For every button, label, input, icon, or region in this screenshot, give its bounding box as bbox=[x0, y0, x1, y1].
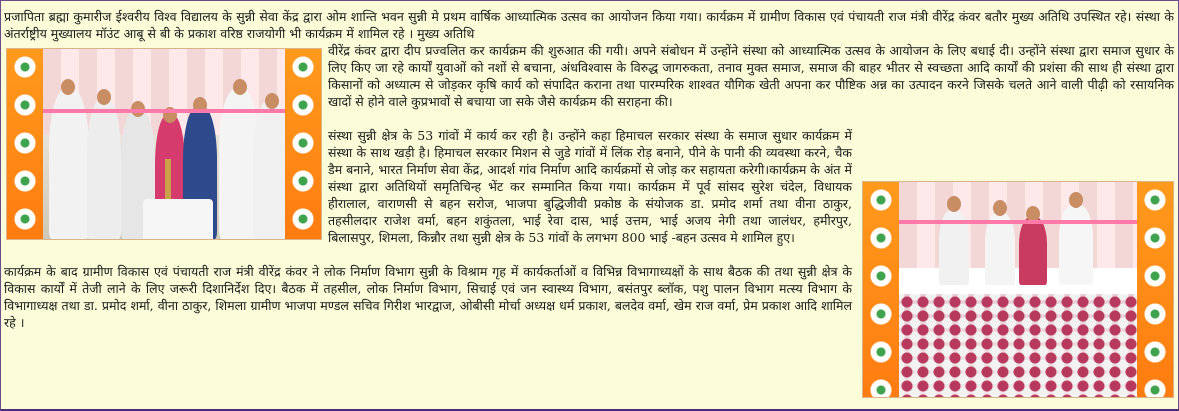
article-paragraph-intro: प्रजापिता ब्रह्मा कुमारीज ईश्वरीय विश्व विद्यालय के सुन्नी सेवा केंद्र द्वारा ओम शान्ति भवन सुन्नी मे प्रथम वार्षिक आध्यात्मिक उत्सव का आयोजन किया गया। कार्यक्रम में ग्रामीण विकास एवं पंचायती राज मंत्री वीरेंद्र कंवर बतौर मुख्य अतिथि उपस्थित रहे। संस्था के अंतर्राष्ट्रीय मुख्यालय मॉउंट आबू से बी के प्रकाश वरिष्ठ राजयोगी भी कार्यक्रम में शामिल रहे । मुख्य अतिथि bbox=[4, 9, 1174, 41]
photo-decor-border bbox=[7, 49, 43, 239]
lamp-lighting-photo bbox=[6, 48, 322, 240]
photo-decor-border bbox=[863, 182, 899, 397]
article-paragraph-meeting: कार्यक्रम के बाद ग्रामीण विकास एवं पंचायती राज मंत्री वीरेंद्र कंवर ने लोक निर्माण विभाग सुन्नी के विश्राम गृह में कार्यकर्ताओं व विभिन्न विभागाध्यक्षों के साथ बैठक की तथा सुन्नी क्षेत्र के विकास कार्यों में तेजी लाने के लिए जरूरी दिशानिर्देश दिए। बैठक में तहसील, लोक निर्माण विभाग, सिचाई एवं जन स्वास्थ्य विभाग, बसंतपुर ब्लॉक, पशु पालन विभाग मत्स्य विभाग के विभागाध्यक्ष तथा डा. प्रमोद शर्मा, वीना ठाकुर, शिमला ग्रामीण भाजपा मण्डल सचिव गिरीश भारद्वाज, ओबीसी मोर्चा अध्यक्ष धर्म प्रकाश, बलदेव वर्मा, खेम राज वर्मा, प्रेम प्रकाश आदि शामिल रहे । bbox=[4, 264, 852, 330]
honour-and-audience-photo bbox=[862, 181, 1174, 398]
photo-decor-border bbox=[285, 49, 321, 239]
photo-decor-border bbox=[1137, 182, 1173, 397]
article-paragraph-details: संस्था सुन्नी क्षेत्र के 53 गांवों में कार्य कर रही है। उन्होंने कहा हिमाचल सरकार संस्था के समाज सुधार कार्यक्रम में संस्था के साथ खड़ी है। हिमाचल सरकार मिशन से जुडे गांवों में लिंक रोड़ बनाने, पीने के पानी की व्यवस्था करने, चैक डैम बनाने, भारत निर्माण सेवा केंद्र, आदर्श गांव निर्माण आदि कार्यक्रमों से जोड़ कर सहायता करेगी।कार्यक्रम के अंत में संस्था द्वारा अतिथियों समृतिचिन्ह भेंट कर सम्मानित किया गया। कार्यक्रम में पूर्व सांसद सुरेश चंदेल, विधायक हीरालाल, वाराणसी से बहन सरोज, भाजपा बुद्धिजीवी प्रकोष्ठ के संयोजक डा. प्रमोद शर्मा तथा वीना ठाकुर, तहसीलदार राजेश वर्मा, बहन शकुंतला, भाई रेवा दास, भाई उत्तम, भाई अजय नेगी तथा जालंधर, हमीरपुर, बिलासपुर, शिमला, किन्नौर तथा सुन्नी क्षेत्र के 53 गांवों के लगभग 800 भाई -बहन उत्सव मे शामिल हुए। bbox=[328, 128, 852, 245]
article-paragraph-address: वीरेंद्र कंवर द्वारा दीप प्रज्वलित कर कार्यक्रम की शुरुआत की गयी। अपने संबोधन में उन्होंने संस्था को आध्यात्मिक उत्सव के आयोजन के लिए बधाई दी। उन्होंने संस्था द्वारा समाज सुधार के लिए किए जा रहे कार्यों युवाओं को नशों से बचाना, अंधविश्वास के विरुद्ध जागरुकता, तनाव मुक्त समाज, समाज की बाहर भीतर से स्वच्छता आदि कार्यों की प्रशंसा की साथ ही संस्था द्वारा किसानों को अध्यात्म से जोड़कर कृषि कार्य को संपादित कराना तथा पारम्परिक शाश्वत यौगिक खेती अपना कर पौष्टिक अन्न का उत्पादन करने जिसके चलते आने वाली पीढ़ी को रसायनिक खादों से होने वाले कुप्रभावों से बचाया जा सके जैसे कार्यक्रम की सराहना की। bbox=[328, 43, 1174, 109]
audience-crowd bbox=[899, 294, 1137, 397]
news-article bbox=[4, 8, 1174, 348]
